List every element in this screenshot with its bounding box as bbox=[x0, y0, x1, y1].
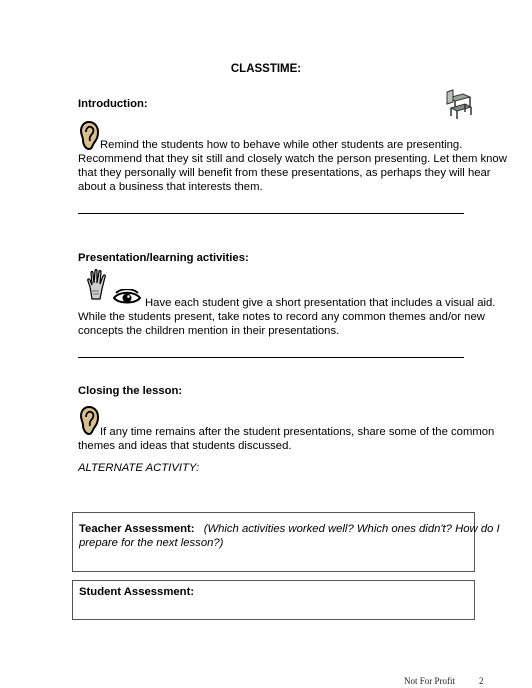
student-assessment-label: Student Assessment: bbox=[79, 586, 195, 598]
introduction-heading: Introduction: bbox=[78, 98, 148, 110]
desk-chair-icon bbox=[445, 88, 473, 122]
introduction-line-4: about a business that interests them. bbox=[78, 181, 263, 193]
ear-icon bbox=[80, 121, 102, 153]
section-divider bbox=[78, 357, 464, 358]
eye-icon bbox=[113, 289, 141, 305]
presentation-heading: Presentation/learning activities: bbox=[78, 252, 249, 264]
closing-line-1: If any time remains after the student presentations, share some of the common bbox=[100, 426, 495, 438]
presentation-line-3: concepts the children mention in their presentations. bbox=[78, 325, 340, 337]
student-assessment-box bbox=[72, 580, 475, 620]
teacher-assessment-label: Teacher Assessment: bbox=[79, 523, 195, 535]
teacher-assessment-box bbox=[72, 512, 500, 572]
section-divider bbox=[78, 213, 464, 214]
ear-icon bbox=[80, 406, 102, 438]
introduction-line-2: Recommend that they sit still and closely watch the person presenting. Let them know bbox=[78, 153, 507, 165]
alternate-activity-label: ALTERNATE ACTIVITY: bbox=[78, 462, 200, 474]
hand-icon bbox=[86, 269, 108, 301]
teacher-assessment-prompt-2: prepare for the next lesson?) bbox=[79, 537, 224, 549]
page-title: CLASSTIME: bbox=[230, 63, 302, 75]
introduction-line-3: that they personally will benefit from these presentations, as perhaps they will hear bbox=[78, 167, 491, 179]
presentation-line-1: Have each student give a short presentation that includes a visual aid. bbox=[145, 297, 496, 309]
closing-heading: Closing the lesson: bbox=[78, 385, 183, 397]
introduction-line-1: Remind the students how to behave while other students are presenting. bbox=[100, 139, 463, 151]
page-number: 2 bbox=[479, 676, 484, 686]
footer-text: Not For Profit bbox=[404, 676, 456, 686]
teacher-assessment-prompt-1: (Which activities worked well? Which ones didn't? How do I bbox=[203, 523, 500, 535]
presentation-line-2: While the students present, take notes to record any common themes and/or new bbox=[78, 311, 485, 323]
closing-line-2: themes and ideas that students discussed. bbox=[78, 440, 292, 452]
